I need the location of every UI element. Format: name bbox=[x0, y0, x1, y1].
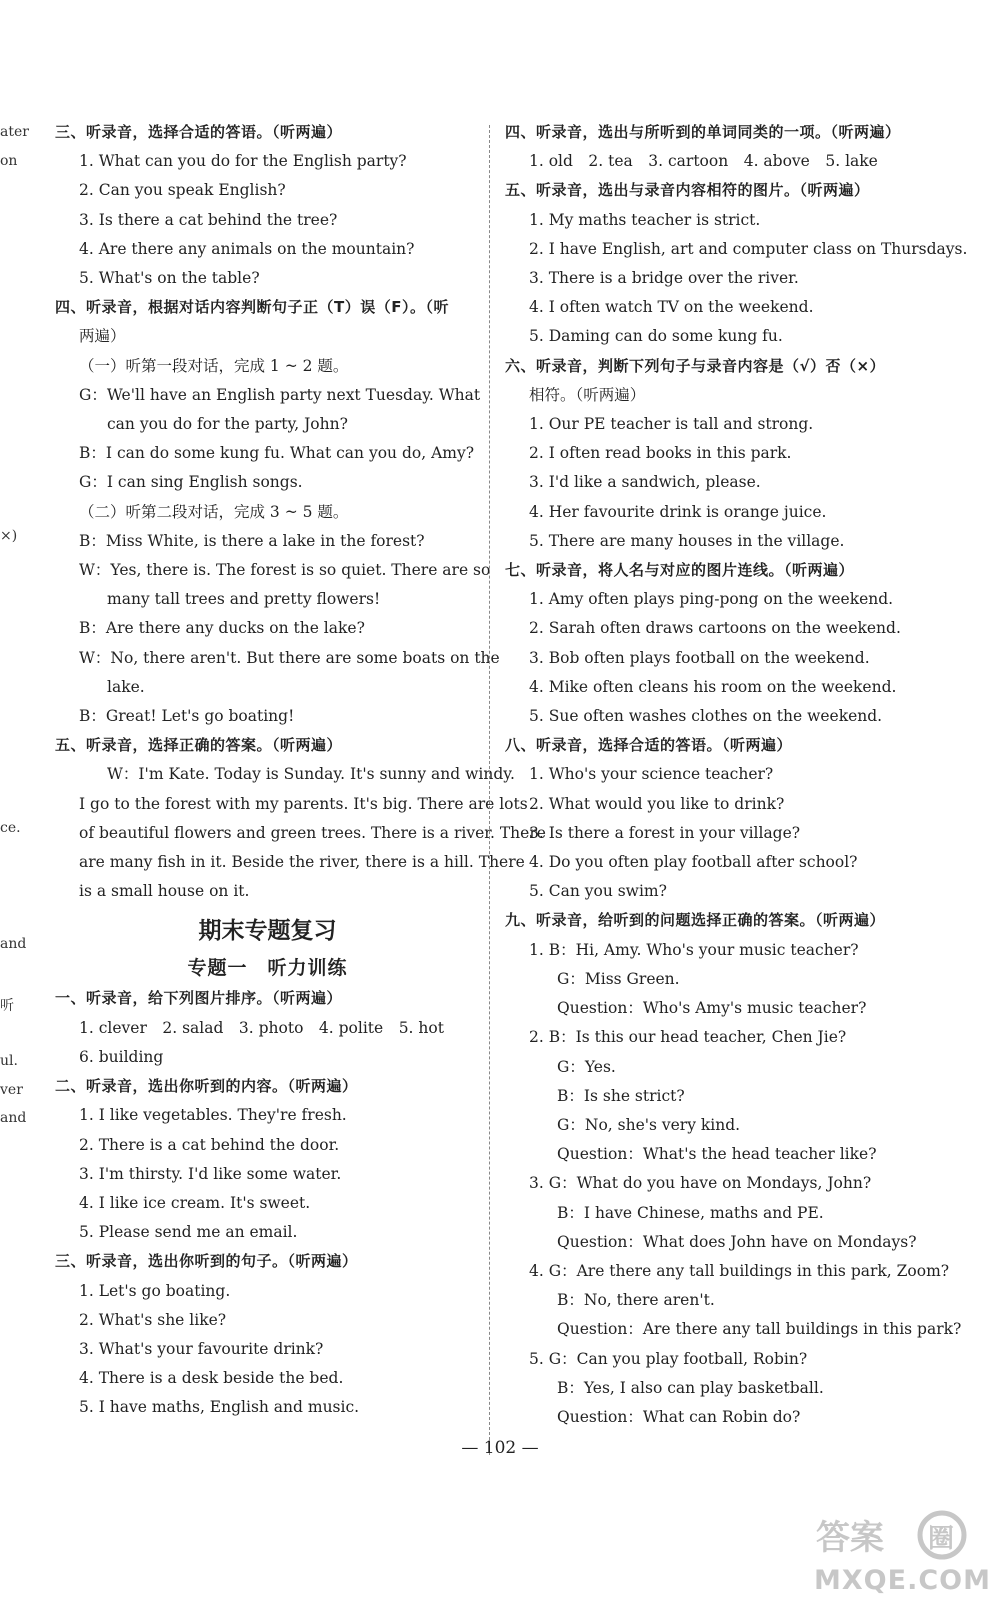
question-heading: 五、听录音，选择正确的答案。（听两遍） bbox=[55, 736, 343, 755]
edge-fragment: 听 bbox=[0, 998, 14, 1014]
text-line: 5. What's on the table? bbox=[79, 269, 260, 288]
text-line: I go to the forest with my parents. It's big. There are lots bbox=[79, 794, 528, 813]
right-lines bbox=[505, 118, 968, 1432]
text-line: 3. I'm thirsty. I'd like some water. bbox=[79, 1164, 342, 1183]
text-line: G：We'll have an English party next Tuesday. What bbox=[79, 385, 481, 404]
text-line: 3. What's your favourite drink? bbox=[79, 1339, 324, 1358]
text-line: 3. I'd like a sandwich, please. bbox=[529, 473, 761, 492]
text-line: （一）听第一段对话，完成 1 ~ 2 题。 bbox=[79, 356, 349, 375]
text-line: B：I have Chinese, maths and PE. bbox=[557, 1203, 824, 1222]
text-line: 1. Who's your science teacher? bbox=[529, 765, 774, 784]
text-line: 5. G：Can you play football, Robin? bbox=[529, 1349, 808, 1368]
text-line: 3. Is there a cat behind the tree? bbox=[79, 210, 338, 229]
text-line: W：Yes, there is. The forest is so quiet. There are so bbox=[79, 561, 491, 580]
svg-text:MXQE.COM: MXQE.COM bbox=[814, 1565, 991, 1596]
column-divider bbox=[489, 125, 490, 1455]
question-heading: 六、听录音，判断下列句子与录音内容是（√）否（×） bbox=[505, 356, 886, 375]
question-heading: 二、听录音，选出你听到的内容。（听两遍） bbox=[55, 1077, 358, 1096]
text-line: 2. Sarah often draws cartoons on the weekend. bbox=[529, 619, 901, 638]
text-line: （二）听第二段对话，完成 3 ~ 5 题。 bbox=[79, 502, 349, 521]
text-line: Question：What's the head teacher like? bbox=[557, 1145, 877, 1164]
text-line: B：Yes, I also can play basketball. bbox=[557, 1378, 824, 1397]
edge-fragment: ater bbox=[0, 124, 29, 140]
edge-fragment: ver bbox=[0, 1082, 23, 1098]
text-line: 5. Sue often washes clothes on the weekend. bbox=[529, 707, 883, 726]
text-line: B：Great! Let's go boating! bbox=[79, 707, 295, 726]
text-line: B：Are there any ducks on the lake? bbox=[79, 619, 365, 638]
text-line: B：I can do some kung fu. What can you do, Amy? bbox=[79, 444, 475, 463]
text-line: Question：What can Robin do? bbox=[557, 1407, 801, 1426]
text-line: 1. Amy often plays ping-pong on the weekend. bbox=[529, 590, 894, 609]
text-line: 5. Can you swim? bbox=[529, 882, 667, 901]
text-line: 2. I have English, art and computer class on Thursdays. bbox=[529, 239, 968, 258]
right-column bbox=[505, 118, 968, 1432]
text-line: 5. Daming can do some kung fu. bbox=[529, 327, 783, 346]
question-heading: 三、听录音，选择合适的答语。（听两遍） bbox=[55, 123, 343, 141]
question-heading: 四、听录音，根据对话内容判断句子正（T）误（F）。（听 bbox=[55, 298, 449, 317]
text-line: B：Is she strict? bbox=[557, 1086, 685, 1105]
edge-fragment: and bbox=[0, 1110, 27, 1126]
section-subtitle: 专题一 听力训练 bbox=[187, 957, 348, 980]
edge-fragment: ×) bbox=[0, 528, 18, 544]
text-line: can you do for the party, John? bbox=[107, 415, 348, 434]
text-line: 2. What would you like to drink? bbox=[529, 794, 785, 813]
text-line: 1. clever 2. salad 3. photo 4. polite 5. hot bbox=[79, 1018, 444, 1037]
text-line: 相符。（听两遍） bbox=[529, 385, 646, 404]
watermark-logo bbox=[812, 1505, 991, 1596]
section-title: 期末专题复习 bbox=[198, 918, 337, 945]
text-line: 1. Our PE teacher is tall and strong. bbox=[529, 415, 814, 434]
question-heading: 五、听录音，选出与录音内容相符的图片。（听两遍） bbox=[505, 181, 870, 200]
svg-text:答案: 答案 bbox=[816, 1518, 884, 1558]
left-column bbox=[55, 118, 546, 1423]
text-line: 2. What's she like? bbox=[79, 1310, 227, 1329]
left-lines-lower bbox=[55, 984, 480, 1422]
question-heading: 一、听录音，给下列图片排序。（听两遍） bbox=[55, 989, 343, 1008]
text-line: 1. I like vegetables. They're fresh. bbox=[79, 1106, 347, 1125]
text-line: G：I can sing English songs. bbox=[79, 473, 303, 492]
text-line: B：No, there aren't. bbox=[557, 1291, 715, 1310]
text-line: 2. There is a cat behind the door. bbox=[79, 1135, 340, 1154]
text-line: 3. Is there a forest in your village? bbox=[529, 823, 801, 842]
text-line: 4. I like ice cream. It's sweet. bbox=[79, 1193, 311, 1212]
text-line: of beautiful flowers and green trees. There is a river. There bbox=[79, 823, 546, 842]
text-line: 2. I often read books in this park. bbox=[529, 444, 792, 463]
text-line: G：Miss Green. bbox=[557, 969, 680, 988]
edge-fragment: on bbox=[0, 153, 18, 169]
text-line: 3. Bob often plays football on the weekend. bbox=[529, 648, 870, 667]
text-line: 4. Her favourite drink is orange juice. bbox=[529, 502, 827, 521]
question-heading: 八、听录音，选择合适的答语。（听两遍） bbox=[505, 736, 793, 755]
text-line: W：No, there aren't. But there are some boats on the bbox=[79, 648, 500, 667]
text-line: Question：Who's Amy's music teacher? bbox=[557, 999, 867, 1018]
text-line: 1. B：Hi, Amy. Who's your music teacher? bbox=[529, 940, 859, 959]
page-number: — 102 — bbox=[461, 1438, 539, 1458]
left-lines bbox=[55, 118, 546, 906]
text-line: 3. There is a bridge over the river. bbox=[529, 269, 799, 288]
text-line: 4. Mike often cleans his room on the weekend. bbox=[529, 677, 897, 696]
text-line: 1. My maths teacher is strict. bbox=[529, 210, 761, 229]
text-line: 5. There are many houses in the village. bbox=[529, 531, 845, 550]
text-line: 两遍） bbox=[79, 327, 126, 346]
text-line: 6. building bbox=[79, 1047, 164, 1066]
text-line: 3. G：What do you have on Mondays, John? bbox=[529, 1174, 872, 1193]
question-heading: 三、听录音，选出你听到的句子。（听两遍） bbox=[55, 1252, 358, 1271]
edge-fragment: and bbox=[0, 936, 27, 952]
text-line: G：No, she's very kind. bbox=[557, 1115, 741, 1134]
text-line: 1. old 2. tea 3. cartoon 4. above 5. lake bbox=[529, 152, 878, 171]
text-line: 4. There is a desk beside the bed. bbox=[79, 1369, 344, 1388]
text-line: G：Yes. bbox=[557, 1057, 616, 1076]
text-line: 4. Are there any animals on the mountain? bbox=[79, 239, 415, 258]
text-line: W：I'm Kate. Today is Sunday. It's sunny and windy. bbox=[107, 765, 515, 784]
text-line: Question：What does John have on Mondays? bbox=[557, 1232, 917, 1251]
text-line: 4. Do you often play football after school? bbox=[529, 853, 858, 872]
question-heading: 七、听录音，将人名与对应的图片连线。（听两遍） bbox=[505, 561, 855, 580]
text-line: 4. G：Are there any tall buildings in this park, Zoom? bbox=[529, 1261, 950, 1280]
edge-fragment: ce. bbox=[0, 820, 21, 836]
text-line: lake. bbox=[107, 677, 145, 696]
svg-text:圈: 圈 bbox=[928, 1524, 955, 1554]
text-line: 5. Please send me an email. bbox=[79, 1223, 298, 1242]
text-line: 1. What can you do for the English party? bbox=[79, 152, 407, 171]
text-line: are many fish in it. Beside the river, there is a hill. There bbox=[79, 853, 525, 872]
text-line: B：Miss White, is there a lake in the forest? bbox=[79, 531, 425, 550]
edge-fragment: ul. bbox=[0, 1053, 18, 1069]
text-line: many tall trees and pretty flowers! bbox=[107, 590, 381, 609]
text-line: Question：Are there any tall buildings in this park? bbox=[557, 1320, 962, 1339]
text-line: 1. Let's go boating. bbox=[79, 1281, 231, 1300]
text-line: 2. Can you speak English? bbox=[79, 181, 286, 200]
text-line: is a small house on it. bbox=[79, 882, 250, 901]
text-line: 4. I often watch TV on the weekend. bbox=[529, 298, 814, 317]
text-line: 5. I have maths, English and music. bbox=[79, 1398, 360, 1417]
question-heading: 九、听录音，给听到的问题选择正确的答案。（听两遍） bbox=[505, 911, 886, 930]
question-heading: 四、听录音，选出与所听到的单词同类的一项。（听两遍） bbox=[505, 123, 901, 141]
text-line: 2. B：Is this our head teacher, Chen Jie? bbox=[529, 1028, 847, 1047]
